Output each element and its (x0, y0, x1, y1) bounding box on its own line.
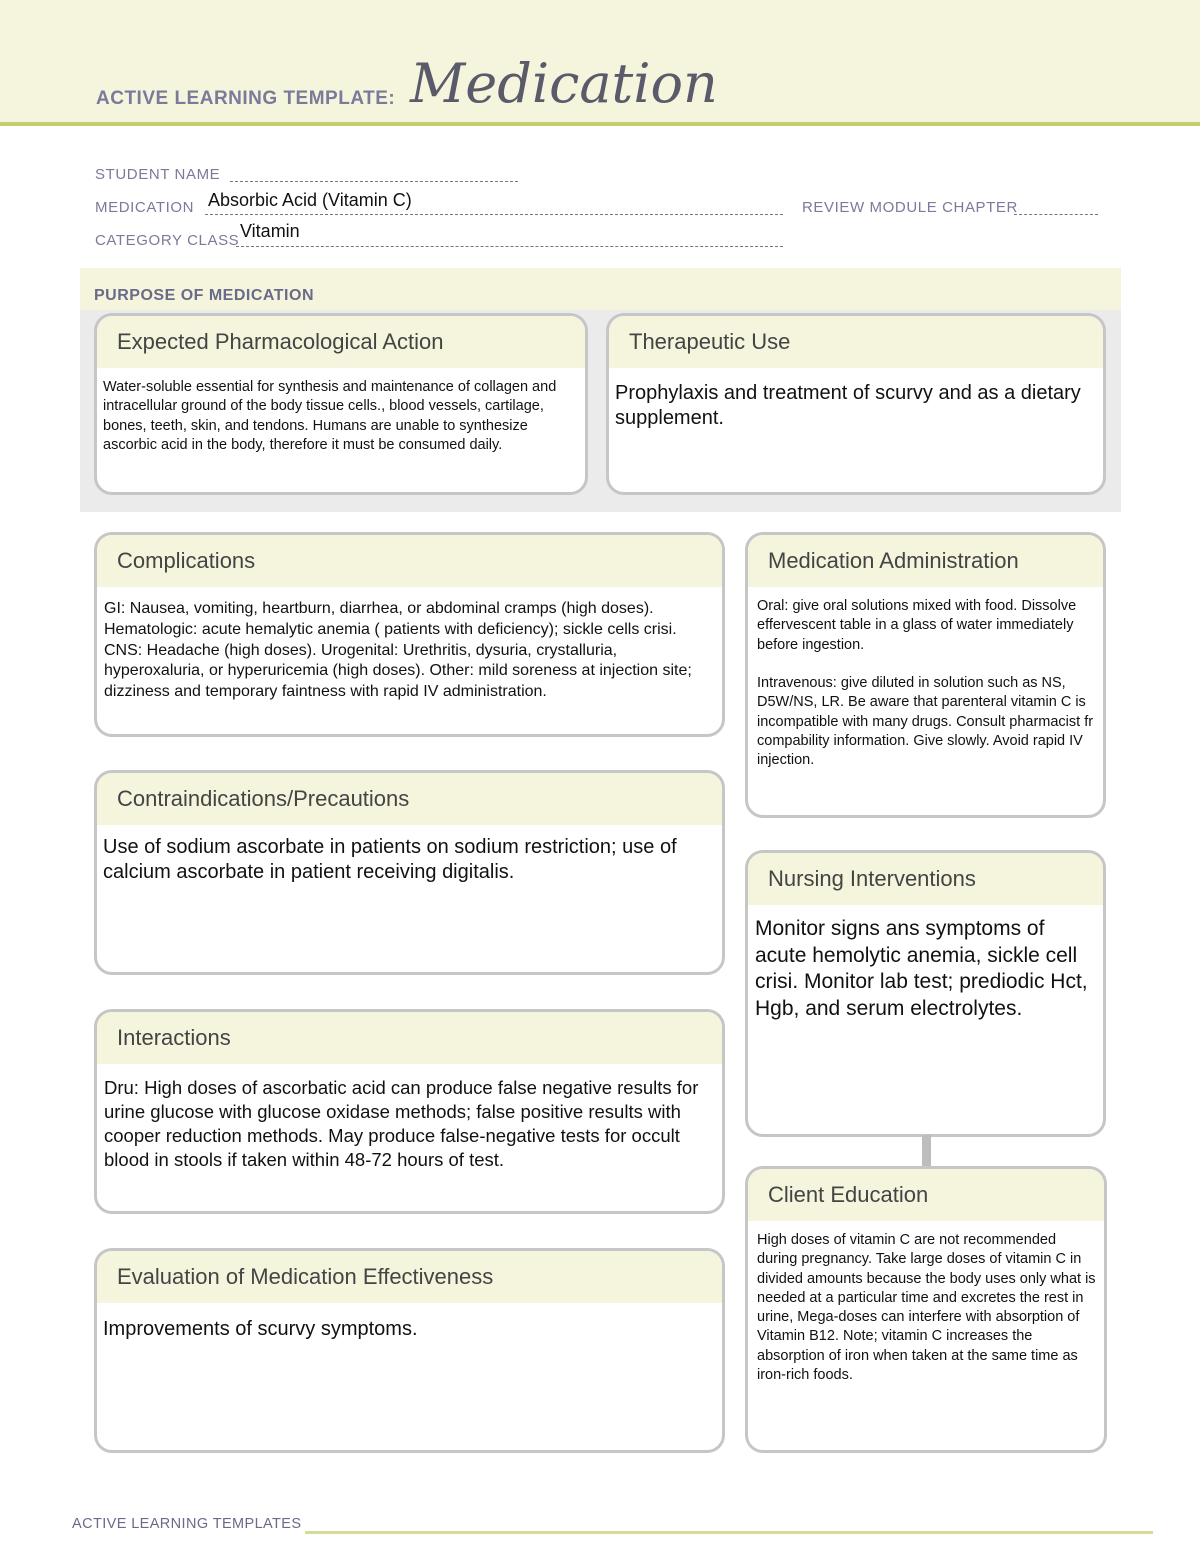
interactions-text[interactable]: Dru: High doses of ascorbatic acid can produce false negative results for urine glucose with glucose oxidase methods; false positive results with cooper reduction methods. May produce false-negative tests for occult blood in stools if taken within 48-72 hours of test. (104, 1077, 699, 1171)
review-module-line (1014, 214, 1098, 215)
complications-text[interactable]: GI: Nausea, vomiting, heartburn, diarrhea, or abdominal cramps (high doses). Hematologic: acute hemalytic anemia ( patients with deficiency); sickle cells crisi. CNS: Headache (high doses). Urogenital: Urethritis, dysuria, crystalluria, hyperoxaluria, or hyperuricemia (high doses). Other: mild soreness at injection site; dizziness and temporary faintness with rapid IV administration. (104, 600, 692, 701)
student-name-line (230, 181, 518, 182)
evaluation-box (94, 1248, 725, 1453)
review-module-label: REVIEW MODULE CHAPTER (802, 199, 1018, 216)
client-education-box (745, 1166, 1107, 1453)
evaluation-title: Evaluation of Medication Effectiveness (97, 1251, 722, 1303)
nursing-interventions-text[interactable]: Monitor signs ans symptoms of acute hemolytic anemia, sickle cell crisi. Monitor lab test; prediodic Hct, Hgb, and serum electrolytes. (755, 917, 1088, 1020)
complications-box (94, 532, 725, 737)
expected-action-text[interactable]: Water-soluble essential for synthesis and maintenance of collagen and intracellular ground of the body tissue cells., blood vessels, cartilage, bones, teeth, skin, and tendons. Humans are unable to synthesize ascorbic acid in the body, therefore it must be consumed daily. (103, 379, 557, 453)
interactions-title: Interactions (97, 1012, 722, 1064)
nursing-interventions-box (745, 850, 1106, 1137)
complications-title: Complications (97, 535, 722, 587)
contraindications-text[interactable]: Use of sodium ascorbate in patients on sodium restriction; use of calcium ascorbate in patient receiving digitalis. (103, 836, 677, 883)
header-rule (0, 122, 1200, 126)
nursing-interventions-title: Nursing Interventions (748, 853, 1103, 905)
therapeutic-use-text[interactable]: Prophylaxis and treatment of scurvy and as a dietary supplement. (615, 382, 1081, 429)
footer-rule (305, 1531, 1153, 1534)
contraindications-box (94, 770, 725, 975)
contraindications-title: Contraindications/Precautions (97, 773, 722, 825)
student-name-label: STUDENT NAME (95, 166, 221, 183)
medication-administration-box (745, 532, 1106, 818)
evaluation-text[interactable]: Improvements of scurvy symptoms. (103, 1318, 418, 1340)
interactions-box (94, 1009, 725, 1214)
therapeutic-use-title: Therapeutic Use (609, 316, 1103, 368)
template-label: ACTIVE LEARNING TEMPLATE: (96, 88, 396, 109)
category-class-field[interactable]: Vitamin (240, 221, 300, 241)
expected-action-title: Expected Pharmacological Action (97, 316, 585, 368)
expected-action-box (94, 313, 588, 495)
category-class-line (236, 246, 783, 247)
medication-field[interactable]: Absorbic Acid (Vitamin C) (208, 190, 412, 210)
medication-line (205, 214, 783, 215)
footer-label: ACTIVE LEARNING TEMPLATES (72, 1516, 302, 1532)
purpose-label: PURPOSE OF MEDICATION (94, 287, 314, 304)
medication-label: MEDICATION (95, 199, 195, 216)
client-education-text[interactable]: High doses of vitamin C are not recommended during pregnancy. Take large doses of vitamin C in divided amounts because the body uses only what is needed at a particular time and excretes the rest in urine, Mega-doses can interfere with absorption of Vitamin B12. Note; vitamin C increases the absorption of iron when taken at the same time as iron-rich foods. (757, 1232, 1096, 1383)
category-class-label: CATEGORY CLASS (95, 232, 240, 249)
client-education-title: Client Education (748, 1169, 1104, 1221)
template-title: Medication (410, 52, 718, 115)
medication-administration-text[interactable]: Oral: give oral solutions mixed with food. Dissolve effervescent table in a glass of water immediately before ingestion. Intravenous: give diluted in solution such as NS, D5W/NS, LR. Be aware that parenteral vitamin C is incompatible with many drugs. Consult pharmacist fr compability information. Give slowly. Avoid rapid IV injection. (757, 598, 1094, 769)
therapeutic-use-box (606, 313, 1106, 495)
medication-administration-title: Medication Administration (748, 535, 1103, 587)
section-connector (922, 1135, 931, 1167)
